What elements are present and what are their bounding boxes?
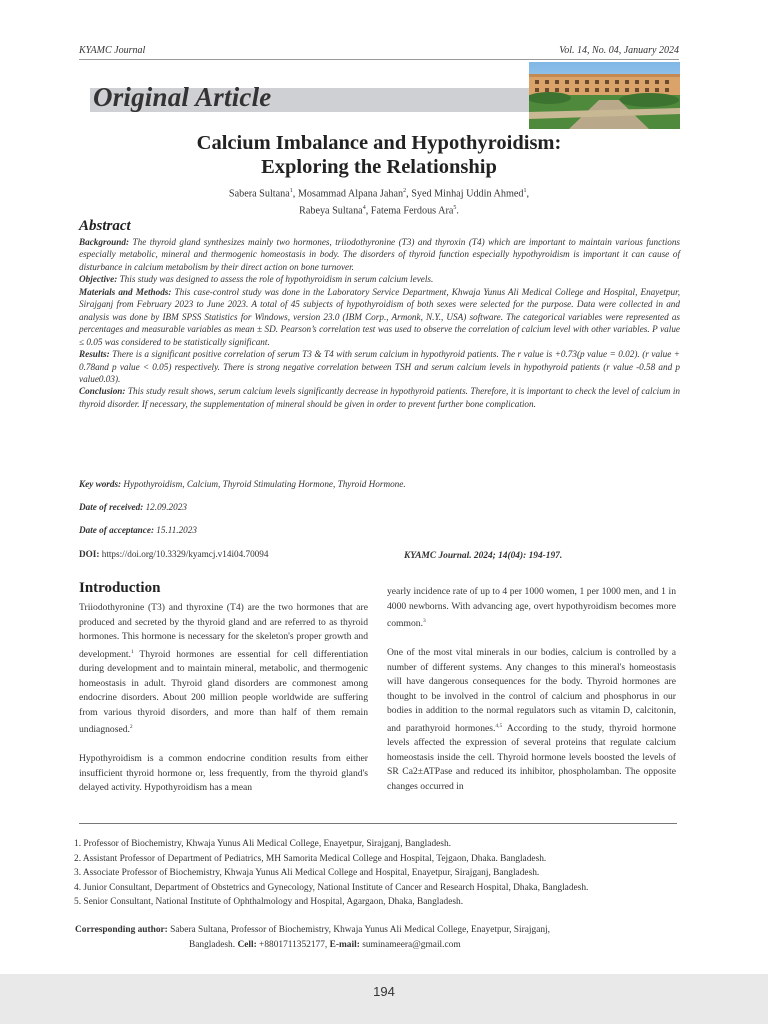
acceptance-line xyxy=(79,525,197,535)
doi-line xyxy=(79,549,268,559)
cell-number: +8801711352177, xyxy=(259,939,328,950)
affiliation-footnotes xyxy=(74,837,588,910)
article-title xyxy=(79,131,679,179)
reference-marker: 4,5 xyxy=(495,722,503,729)
paragraph-text: Thyroid hormones are essential for cell differentiation during development and to maintain mineral, metabolic, and thermogenic homeostasis in adult. Thyroid gland disorders are commonest among endocrine disorders. About 200 million people worldwide are suffering from various thyroid disorders, and more than half of them remain undiagnosed. xyxy=(79,648,368,736)
paragraph-text: According to the study, thyroid hormone levels affected the expression of several proteins that regulate calcium homeostasis inside the cell. Thyroid hormone levels boosted the levels of SR Ca2±ATPase and reduced its inhibitor, phospholamban. The opposite changes occurred in xyxy=(387,722,677,792)
doi-label: DOI: xyxy=(79,549,100,559)
corresponding-text: Sabera Sultana, Professor of Biochemistry, Khwaja Yunus Ali Medical College, Enayetpur, Sirajganj, xyxy=(170,925,550,935)
reference-marker: 3 xyxy=(422,618,426,624)
abstract-conclusion xyxy=(79,385,680,410)
footnote-item: 4. Junior Consultant, Department of Obstetrics and Gynecology, National Institute of Cancer and Research Hospital, Dhaka, Bangladesh. xyxy=(74,882,589,893)
journal-name: KYAMC Journal xyxy=(79,45,146,56)
header-divider xyxy=(79,59,679,60)
paragraph xyxy=(79,601,368,738)
citation: KYAMC Journal. 2024; 14(04): 194-197. xyxy=(404,551,563,561)
author-name: Mosammad Alpana Jahan xyxy=(297,188,404,200)
author-name: Fatema Ferdous Ara xyxy=(370,205,454,217)
abstract-background xyxy=(79,236,680,273)
paragraph-text: One of the most vital minerals in our bodies, calcium is controlled by a number of different systems. Any changes to this mineral's homeostasis will have dangerous consequences for the body. Thyroid hormones are thought to be involved in the control of calcium and phosphorus in our bodies in addition to the normal regulators such as vitamin D, calcitonin, and parathyroid hormones. xyxy=(387,647,676,734)
author-affiliation: 1 xyxy=(289,188,293,194)
campus-photo xyxy=(529,62,680,129)
paragraph xyxy=(387,585,676,632)
author-list: Sabera Sultana$^1$, Mosammad Alpana Jahan$^2$, Syed Minhaj Uddin Ahmed$^1$, Rabeya Sultana$^4$, Fatema Ferdous Ara$^5$. xyxy=(228,188,530,217)
introduction-right-column xyxy=(387,585,676,794)
keywords-label: Key words: xyxy=(79,479,122,489)
author-name: Sabera Sultana xyxy=(228,188,290,200)
reference-marker: 2 xyxy=(129,724,133,731)
paragraph-text: Hypothyroidism is a common endocrine condition results from either insufficient thyroid hormone or, less frequently, from the thyroid gland's delayed activity. Hypothyroidism has a mean xyxy=(79,753,368,794)
page-number: 194 xyxy=(373,984,395,999)
footnote-item: 1. Professor of Biochemistry, Khwaja Yunus Ali Medical College, Enayetpur, Sirajganj, Bangladesh. xyxy=(74,839,451,849)
footnote-item: 2. Assistant Professor of Department of Pediatrics, MH Samorita Medical College and Hospital, Tejgaon, Dhaka. Bangladesh. xyxy=(74,853,547,864)
abstract-methods-text: This case-control study was done in the Laboratory Service Department, Khwaja Yunus Ali Medical College and Hospital, Enayetpur, Sirajganj from February 2023 to June 2023. A total of 45 subjects of hypothyroidism of both sexes were selected for the purpose. Data were collected in and analysis was done by IBM SPSS Statistics for Windows, version 23.0 (IBM Corp., Armonk, N.Y., USA) software. The categorical variables were represented as percentages and measurable variables as mean ± SD. Pearson’s correlation test was used to observe the correlation of calcium level with other variables. P value ≤ 0.05 was considered to be statistically significant. xyxy=(79,286,680,347)
introduction-heading: Introduction xyxy=(79,580,161,596)
abstract-background-text: The thyroid gland synthesizes mainly two hormones, triiodothyronine (T3) and thyroxin (T4) which are important to maintain various functions especially metabolic, mineral and thermogenic homeostasis in body. The disorders of thyroid function especially hypothyroidism is important it can cause of disturbance in calcium metabolism by their direct action on bone turnover. xyxy=(79,237,681,272)
abstract-methods-label: Materials and Methods: xyxy=(79,286,172,297)
received-label: Date of received: xyxy=(79,502,144,512)
acceptance-label: Date of acceptance: xyxy=(79,525,154,535)
abstract-objective-label: Objective: xyxy=(79,274,118,285)
paragraph-text: yearly incidence rate of up to 4 per 1000 women, 1 per 1000 men, and 1 in 4000 newborns. With advancing age, overt hypothyroidism becomes more common. xyxy=(387,586,676,630)
doi-link[interactable]: https://doi.org/10.3329/kyamcj.v14i04.70094 xyxy=(101,549,269,559)
abstract-results-text: There is a significant positive correlation of serum T3 & T4 with serum calcium in hypothyroid patients. The r value is +0.73(p value = 0.02). (r value + 0.78and p value < 0.05) respectively. There is strong negative correlation between TSH and serum calcium levels in hypothyroid patients (r value -0.58 and p value0.03). xyxy=(79,349,681,384)
received-line xyxy=(79,502,187,512)
abstract-conclusion-label: Conclusion: xyxy=(79,386,126,397)
paragraph xyxy=(79,752,368,796)
abstract-objective-text: This study was designed to assess the role of hypothyroidism in serum calcium levels. xyxy=(119,274,434,285)
author-affiliation: 5 xyxy=(453,205,457,212)
abstract-methods xyxy=(79,286,680,348)
article-type-title: Original Article xyxy=(93,82,272,112)
author-affiliation: 1 xyxy=(523,188,527,194)
footnote-divider xyxy=(79,823,677,824)
email-label: E-mail: xyxy=(329,939,360,950)
reference-marker: 1 xyxy=(130,648,134,655)
corresponding-author xyxy=(75,923,680,952)
author-affiliation: 4 xyxy=(362,205,366,212)
abstract-background-label: Background: xyxy=(79,237,130,247)
author-affiliation: 2 xyxy=(403,188,407,194)
acceptance-date: 15.11.2023 xyxy=(156,525,197,535)
keywords-text: Hypothyroidism, Calcium, Thyroid Stimulating Hormone, Thyroid Hormone. xyxy=(123,479,406,489)
abstract-heading: Abstract xyxy=(79,218,131,234)
email-address[interactable]: suminameera@gmail.com xyxy=(362,939,461,950)
abstract-results xyxy=(79,348,680,385)
author-name: Rabeya Sultana xyxy=(299,205,363,217)
received-date: 12.09.2023 xyxy=(145,502,187,512)
article-title-line-1: Calcium Imbalance and Hypothyroidism: xyxy=(196,132,562,154)
abstract-results-label: Results: xyxy=(79,349,110,360)
abstract-conclusion-text: This study result shows, serum calcium levels significantly decrease in hypothyroid patients. Therefore, it is important to check the level of calcium in thyroid disorder. If necessary, the supplementation of mineral should be given in order to prevent further bone complication. xyxy=(79,386,681,409)
abstract-body xyxy=(79,236,680,410)
page-footer-band xyxy=(0,974,768,1024)
paragraph xyxy=(387,646,676,794)
paragraph-text: Triiodothyronine (T3) and thyroxine (T4) are the two hormones that are produced and secreted by the thyroid gland and are referred to as thyroid hormones. This hormone is necessary for the skeleton's proper growth and development. xyxy=(79,602,368,660)
keywords-line xyxy=(79,479,406,489)
corresponding-label: Corresponding author: xyxy=(75,925,168,935)
footnote-item: 5. Senior Consultant, National Institute of Ophthalmology and Hospital, Agargaon, Dhaka, Bangladesh. xyxy=(74,897,464,907)
abstract-objective xyxy=(79,273,680,285)
cell-label: Cell: xyxy=(237,939,257,950)
author-name: Syed Minhaj Uddin Ahmed xyxy=(411,188,524,200)
introduction-left-column xyxy=(79,601,368,796)
volume-info: Vol. 14, No. 04, January 2024 xyxy=(559,45,679,56)
article-title-line-2: Exploring the Relationship xyxy=(261,156,497,178)
corresponding-country: Bangladesh. xyxy=(189,939,238,950)
footnote-item: 3. Associate Professor of Biochemistry, Khwaja Yunus Ali Medical College and Hospital, Enayetpur, Sirajganj, Bangladesh. xyxy=(74,868,540,878)
